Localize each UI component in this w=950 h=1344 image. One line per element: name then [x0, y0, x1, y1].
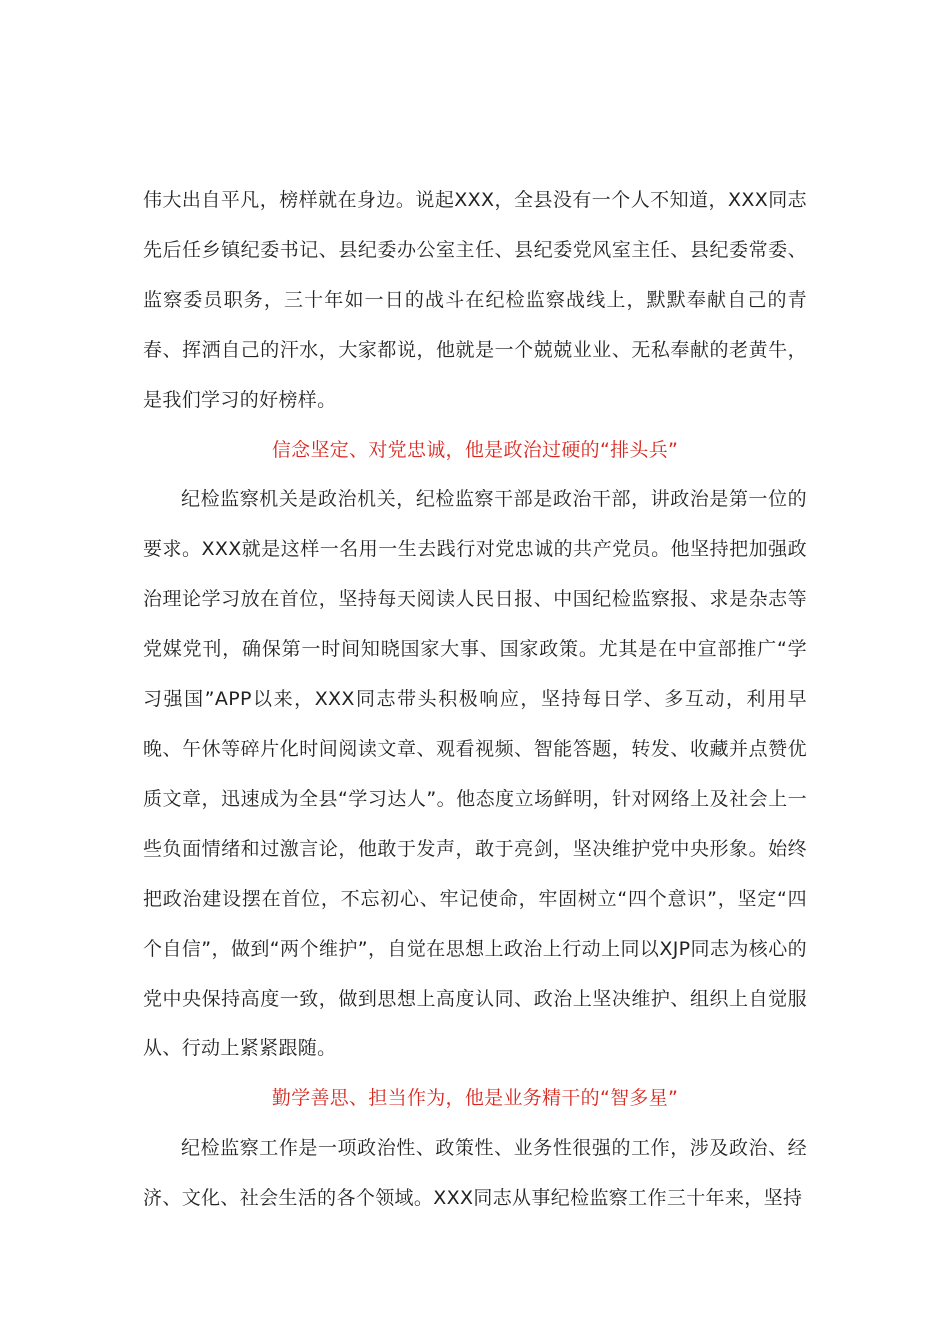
document-page: [143, 176, 807, 1224]
body-paragraph-professional: 纪检监察工作是一项政治性、政策性、业务性很强的工作，涉及政治、经济、文化、社会生活的各个领域。XXX同志从事纪检监察工作三十年来，坚持: [143, 1137, 807, 1210]
body-paragraph-intro: 伟大出自平凡，榜样就在身边。说起XXX，全县没有一个人不知道，XXX同志先后任乡镇纪委书记、县纪委办公室主任、县纪委党风室主任、县纪委常委、监察委员职务，三十年如一日的战斗在纪检监察战线上，默默奉献自己的青春、挥洒自己的汗水，大家都说，他就是一个兢兢业业、无私奉献的老黄牛，是我们学习的好榜样。: [143, 189, 807, 411]
section-heading-professional: 勤学善思、担当作为，他是业务精干的“智多星”: [271, 1087, 679, 1110]
body-paragraph-political: 纪检监察机关是政治机关，纪检监察干部是政治干部，讲政治是第一位的要求。XXX就是这样一名用一生去践行对党忠诚的共产党员。他坚持把加强政治理论学习放在首位，坚持每天阅读人民日报、中国纪检监察报、求是杂志等党媒党刊，确保第一时间知晓国家大事、国家政策。尤其是在中宣部推广“学习强国”APP以来，XXX同志带头积极响应，坚持每日学、多互动，利用早晚、午休等碎片化时间阅读文章、观看视频、智能答题，转发、收藏并点赞优质文章，迅速成为全县“学习达人”。他态度立场鲜明，针对网络上及社会上一些负面情绪和过激言论，他敢于发声，敢于亮剑，坚决维护党中央形象。始终把政治建设摆在首位，不忘初心、牢记使命，牢固树立“四个意识”，坚定“四个自信”，做到“两个维护”，自觉在思想上政治上行动上同以XJP同志为核心的党中央保持高度一致，做到思想上高度认同、政治上坚决维护、组织上自觉服从、行动上紧紧跟随。: [143, 488, 807, 1060]
section-heading-political: 信念坚定、对党忠诚，他是政治过硬的“排头兵”: [271, 438, 679, 461]
